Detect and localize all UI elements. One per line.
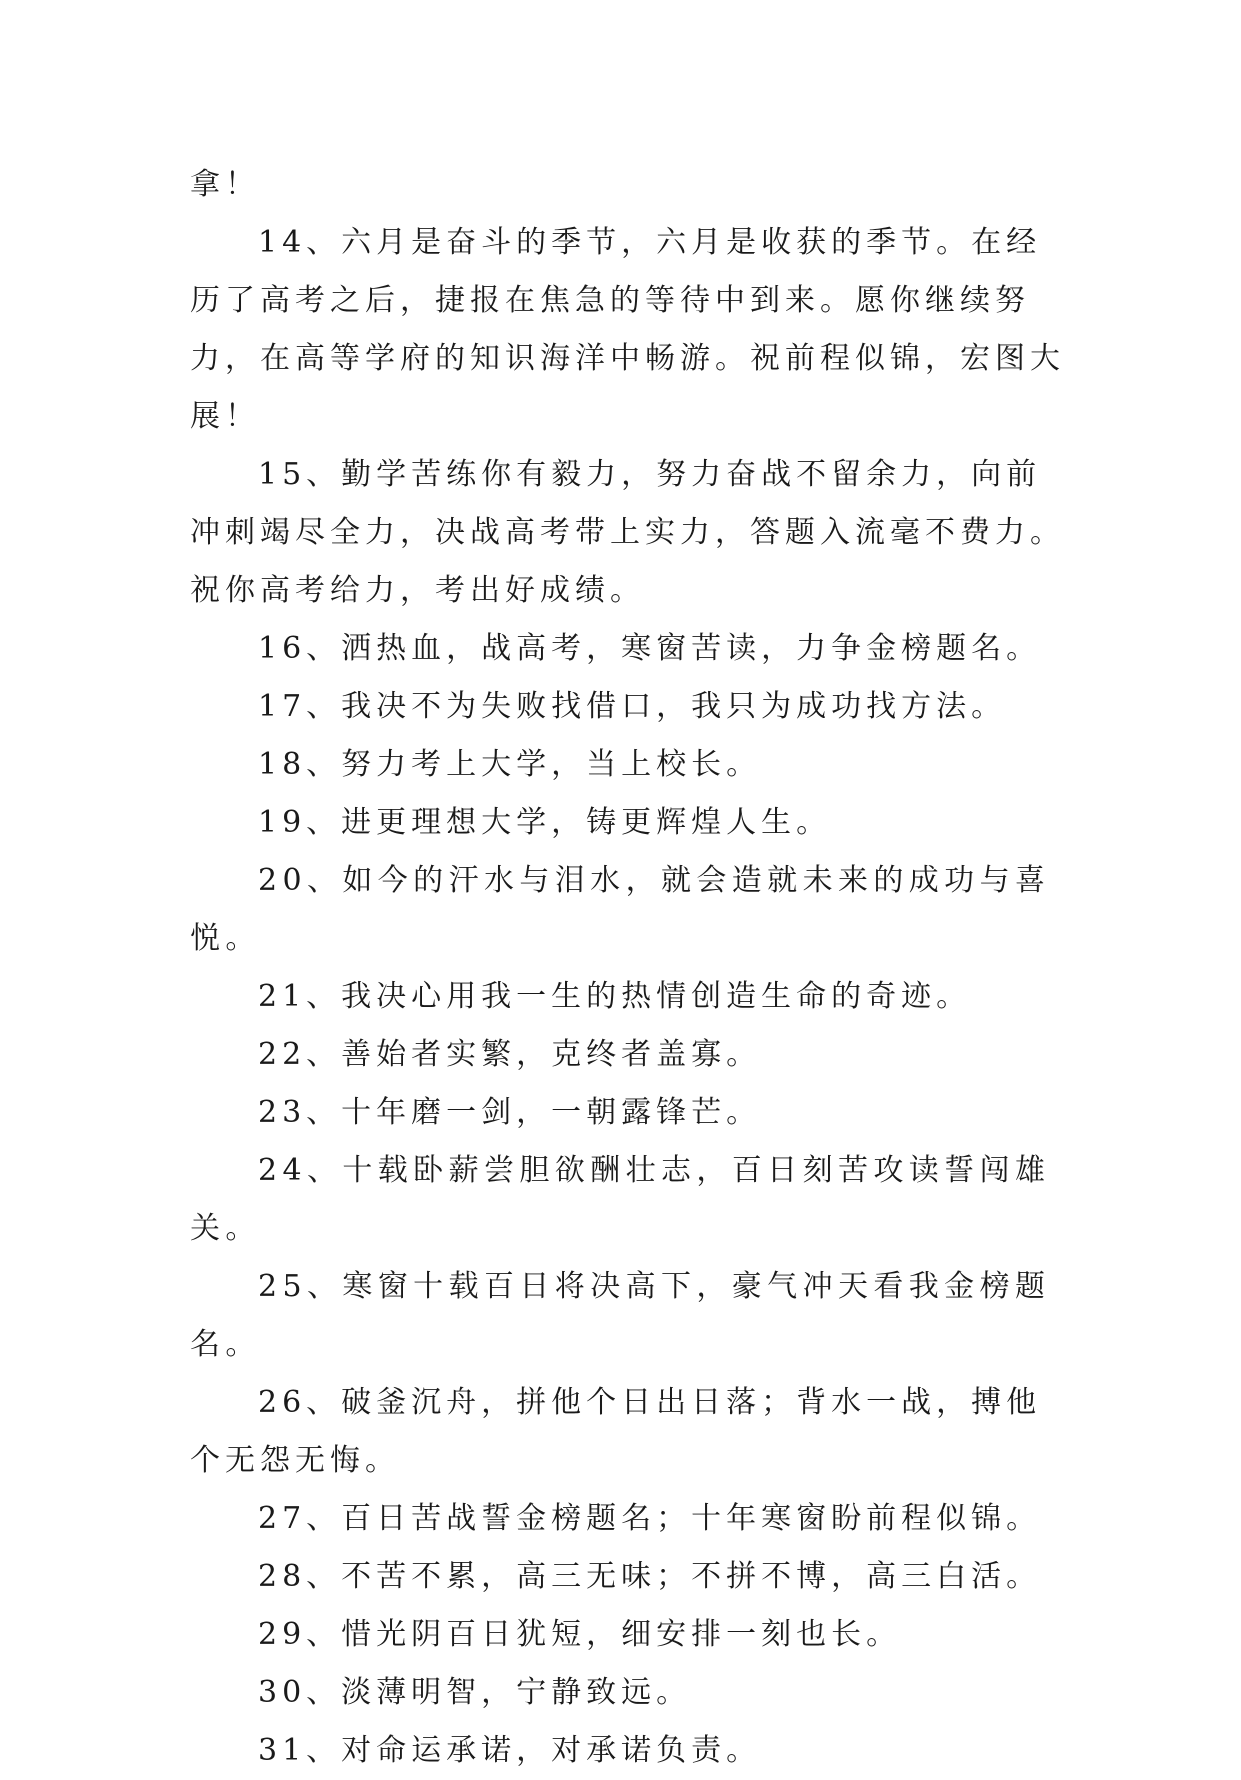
paragraph-16: 16、洒热血，战高考，寒窗苦读，力争金榜题名。 [258,631,1042,666]
paragraph-17: 17、我决不为失败找借口，我只为成功找方法。 [258,689,1007,724]
document-page [190,156,1070,1780]
paragraph-24: 24、十载卧薪尝胆欲酬壮志，百日刻苦攻读誓闯雄关。 [190,1153,1051,1246]
paragraph-21: 21、我决心用我一生的热情创造生命的奇迹。 [258,979,972,1014]
paragraph-28: 28、不苦不累，高三无味；不拼不博，高三白活。 [258,1559,1042,1594]
paragraph-20: 20、如今的汗水与泪水，就会造就未来的成功与喜悦。 [190,863,1051,956]
paragraph-31: 31、对命运承诺，对承诺负责。 [258,1733,762,1768]
paragraph-19: 19、进更理想大学，铸更辉煌人生。 [258,805,832,840]
paragraph-22: 22、善始者实繁，克终者盖寡。 [258,1037,762,1072]
paragraph-26: 26、破釜沉舟，拼他个日出日落；背水一战，搏他个无怨无悔。 [190,1385,1042,1478]
paragraph-30: 30、淡薄明智，宁静致远。 [258,1675,692,1710]
paragraph-continuation: 拿！ [190,167,260,202]
paragraph-29: 29、惜光阴百日犹短，细安排一刻也长。 [258,1617,902,1652]
paragraph-27: 27、百日苦战誓金榜题名；十年寒窗盼前程似锦。 [258,1501,1042,1536]
paragraph-14: 14、六月是奋斗的季节，六月是收获的季节。在经历了高考之后，捷报在焦急的等待中到来。愿你继续努力，在高等学府的知识海洋中畅游。祝前程似锦，宏图大展！ [190,225,1065,434]
paragraph-25: 25、寒窗十载百日将决高下，豪气冲天看我金榜题名。 [190,1269,1051,1362]
paragraph-15: 15、勤学苦练你有毅力，努力奋战不留余力，向前冲刺竭尽全力，决战高考带上实力，答题入流毫不费力。祝你高考给力，考出好成绩。 [190,457,1065,608]
paragraph-18: 18、努力考上大学，当上校长。 [258,747,762,782]
paragraph-23: 23、十年磨一剑，一朝露锋芒。 [258,1095,762,1130]
